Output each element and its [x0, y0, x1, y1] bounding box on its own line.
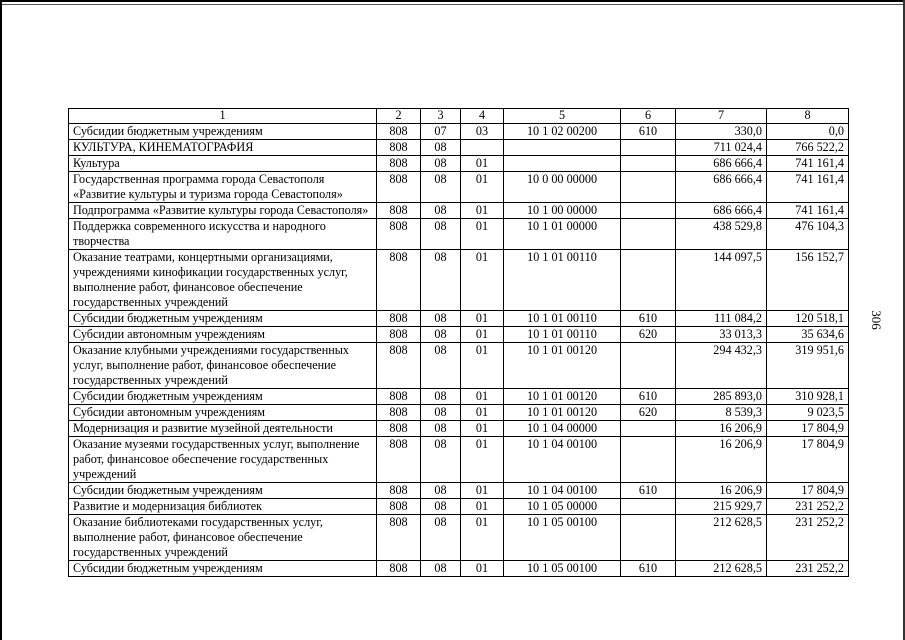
table-row [69, 515, 849, 561]
row-rz-cell: 08 [421, 515, 461, 561]
row-rz-cell: 08 [421, 421, 461, 437]
row-amount-year2-cell: 741 161,4 [767, 203, 849, 219]
row-amount-year2-cell: 17 804,9 [767, 437, 849, 483]
row-rz-cell: 08 [421, 389, 461, 405]
row-amount-year1-cell: 111 084,2 [676, 311, 767, 327]
row-csr-cell: 10 1 05 00100 [504, 515, 621, 561]
row-name-cell: Поддержка современного искусства и народного творчества [69, 219, 377, 250]
row-csr-cell: 10 1 01 00120 [504, 343, 621, 389]
row-vr-cell [621, 421, 676, 437]
row-name-cell: Модернизация и развитие музейной деятельности [69, 421, 377, 437]
row-csr-cell: 10 1 01 00110 [504, 311, 621, 327]
row-csr-cell: 10 1 00 00000 [504, 203, 621, 219]
table-row [69, 389, 849, 405]
row-vr-cell [621, 343, 676, 389]
row-name-cell: КУЛЬТУРА, КИНЕМАТОГРАФИЯ [69, 140, 377, 156]
row-rz-cell: 08 [421, 219, 461, 250]
row-ved-cell: 808 [377, 421, 421, 437]
row-amount-year1-cell: 438 529,8 [676, 219, 767, 250]
table-row [69, 421, 849, 437]
row-pr-cell: 01 [461, 483, 504, 499]
row-amount-year2-cell: 476 104,3 [767, 219, 849, 250]
row-rz-cell: 08 [421, 327, 461, 343]
row-name-cell: Субсидии автономным учреждениям [69, 405, 377, 421]
row-vr-cell: 620 [621, 327, 676, 343]
row-csr-cell: 10 1 02 00200 [504, 124, 621, 140]
table-row [69, 437, 849, 483]
row-pr-cell: 01 [461, 311, 504, 327]
row-csr-cell: 10 1 01 00110 [504, 327, 621, 343]
row-amount-year1-cell: 711 024,4 [676, 140, 767, 156]
table-row [69, 203, 849, 219]
row-amount-year2-cell: 319 951,6 [767, 343, 849, 389]
row-pr-cell: 01 [461, 343, 504, 389]
row-vr-cell: 610 [621, 311, 676, 327]
row-vr-cell [621, 499, 676, 515]
row-amount-year1-cell: 686 666,4 [676, 156, 767, 172]
header-cell: 5 [504, 109, 621, 124]
row-csr-cell: 10 1 05 00000 [504, 499, 621, 515]
row-name-cell: Государственная программа города Севастополя «Развитие культуры и туризма города Севастополя» [69, 172, 377, 203]
row-amount-year1-cell: 686 666,4 [676, 203, 767, 219]
row-pr-cell: 01 [461, 421, 504, 437]
header-cell: 1 [69, 109, 377, 124]
row-rz-cell: 08 [421, 343, 461, 389]
row-csr-cell: 10 1 04 00100 [504, 437, 621, 483]
row-name-cell: Субсидии бюджетным учреждениям [69, 561, 377, 577]
row-ved-cell: 808 [377, 343, 421, 389]
row-amount-year2-cell: 741 161,4 [767, 156, 849, 172]
row-vr-cell [621, 203, 676, 219]
row-pr-cell: 01 [461, 515, 504, 561]
row-amount-year1-cell: 330,0 [676, 124, 767, 140]
row-ved-cell: 808 [377, 483, 421, 499]
row-ved-cell: 808 [377, 405, 421, 421]
row-amount-year1-cell: 33 013,3 [676, 327, 767, 343]
page-number: 306 [868, 310, 884, 330]
row-ved-cell: 808 [377, 203, 421, 219]
table-row [69, 140, 849, 156]
row-rz-cell: 08 [421, 483, 461, 499]
row-amount-year1-cell: 215 929,7 [676, 499, 767, 515]
row-name-cell: Развитие и модернизация библиотек [69, 499, 377, 515]
row-amount-year2-cell: 156 152,7 [767, 250, 849, 311]
row-name-cell: Оказание театрами, концертными организациями, учреждениями кинофикации государственных услуг, выполнение работ, финансовое обеспечение государственных учреждений [69, 250, 377, 311]
row-pr-cell: 01 [461, 437, 504, 483]
row-vr-cell [621, 156, 676, 172]
header-cell: 3 [421, 109, 461, 124]
row-ved-cell: 808 [377, 219, 421, 250]
row-vr-cell: 610 [621, 389, 676, 405]
row-rz-cell: 08 [421, 172, 461, 203]
row-csr-cell: 10 1 01 00000 [504, 219, 621, 250]
row-amount-year2-cell: 35 634,6 [767, 327, 849, 343]
table-row [69, 172, 849, 203]
row-name-cell: Культура [69, 156, 377, 172]
row-amount-year2-cell: 231 252,2 [767, 499, 849, 515]
row-rz-cell: 08 [421, 405, 461, 421]
row-pr-cell: 01 [461, 561, 504, 577]
row-pr-cell: 01 [461, 389, 504, 405]
row-csr-cell [504, 140, 621, 156]
row-name-cell: Оказание библиотеками государственных услуг, выполнение работ, финансовое обеспечение государственных учреждений [69, 515, 377, 561]
row-rz-cell: 07 [421, 124, 461, 140]
row-ved-cell: 808 [377, 250, 421, 311]
row-pr-cell: 01 [461, 405, 504, 421]
table-row [69, 483, 849, 499]
header-cell: 6 [621, 109, 676, 124]
row-ved-cell: 808 [377, 327, 421, 343]
row-amount-year1-cell: 16 206,9 [676, 437, 767, 483]
row-amount-year2-cell: 741 161,4 [767, 172, 849, 203]
header-cell: 4 [461, 109, 504, 124]
row-amount-year1-cell: 16 206,9 [676, 421, 767, 437]
header-cell: 7 [676, 109, 767, 124]
table-row [69, 250, 849, 311]
row-name-cell: Субсидии бюджетным учреждениям [69, 311, 377, 327]
row-amount-year2-cell: 310 928,1 [767, 389, 849, 405]
row-pr-cell: 01 [461, 499, 504, 515]
row-vr-cell: 610 [621, 561, 676, 577]
row-pr-cell: 01 [461, 219, 504, 250]
row-ved-cell: 808 [377, 437, 421, 483]
row-csr-cell: 10 1 01 00120 [504, 389, 621, 405]
row-amount-year2-cell: 231 252,2 [767, 561, 849, 577]
row-name-cell: Оказание клубными учреждениями государственных услуг, выполнение работ, финансовое обеспечение государственных учреждений [69, 343, 377, 389]
row-ved-cell: 808 [377, 561, 421, 577]
table-row [69, 124, 849, 140]
row-vr-cell [621, 515, 676, 561]
row-csr-cell: 10 1 01 00110 [504, 250, 621, 311]
row-csr-cell [504, 156, 621, 172]
row-amount-year2-cell: 17 804,9 [767, 483, 849, 499]
row-pr-cell: 03 [461, 124, 504, 140]
row-vr-cell: 620 [621, 405, 676, 421]
row-amount-year1-cell: 212 628,5 [676, 561, 767, 577]
row-amount-year1-cell: 144 097,5 [676, 250, 767, 311]
row-csr-cell: 10 1 04 00000 [504, 421, 621, 437]
row-pr-cell: 01 [461, 156, 504, 172]
row-csr-cell: 10 1 05 00100 [504, 561, 621, 577]
row-amount-year1-cell: 686 666,4 [676, 172, 767, 203]
row-vr-cell [621, 172, 676, 203]
row-rz-cell: 08 [421, 437, 461, 483]
row-csr-cell: 10 1 01 00120 [504, 405, 621, 421]
row-vr-cell: 610 [621, 124, 676, 140]
table-row [69, 561, 849, 577]
row-name-cell: Оказание музеями государственных услуг, выполнение работ, финансовое обеспечение государственных учреждений [69, 437, 377, 483]
row-pr-cell: 01 [461, 327, 504, 343]
header-cell: 2 [377, 109, 421, 124]
budget-table [68, 108, 849, 577]
row-rz-cell: 08 [421, 156, 461, 172]
row-pr-cell: 01 [461, 250, 504, 311]
row-ved-cell: 808 [377, 140, 421, 156]
page-top-border [0, 0, 905, 2]
row-vr-cell: 610 [621, 483, 676, 499]
row-amount-year2-cell: 9 023,5 [767, 405, 849, 421]
row-amount-year1-cell: 294 432,3 [676, 343, 767, 389]
row-amount-year2-cell: 17 804,9 [767, 421, 849, 437]
row-ved-cell: 808 [377, 389, 421, 405]
row-vr-cell [621, 250, 676, 311]
table-row [69, 343, 849, 389]
row-name-cell: Субсидии бюджетным учреждениям [69, 483, 377, 499]
table-row [69, 219, 849, 250]
row-name-cell: Субсидии автономным учреждениям [69, 327, 377, 343]
row-amount-year2-cell: 120 518,1 [767, 311, 849, 327]
row-ved-cell: 808 [377, 311, 421, 327]
row-ved-cell: 808 [377, 515, 421, 561]
row-csr-cell: 10 1 04 00100 [504, 483, 621, 499]
row-vr-cell [621, 437, 676, 483]
row-amount-year1-cell: 16 206,9 [676, 483, 767, 499]
row-rz-cell: 08 [421, 140, 461, 156]
table-row [69, 311, 849, 327]
row-amount-year1-cell: 8 539,3 [676, 405, 767, 421]
row-amount-year2-cell: 231 252,2 [767, 515, 849, 561]
row-vr-cell [621, 140, 676, 156]
table-row [69, 499, 849, 515]
row-ved-cell: 808 [377, 499, 421, 515]
row-ved-cell: 808 [377, 156, 421, 172]
page-left-border [0, 0, 2, 640]
row-name-cell: Подпрограмма «Развитие культуры города Севастополя» [69, 203, 377, 219]
row-pr-cell: 01 [461, 172, 504, 203]
row-name-cell: Субсидии бюджетным учреждениям [69, 389, 377, 405]
table-row [69, 156, 849, 172]
row-amount-year2-cell: 766 522,2 [767, 140, 849, 156]
row-amount-year1-cell: 285 893,0 [676, 389, 767, 405]
row-rz-cell: 08 [421, 250, 461, 311]
row-name-cell: Субсидии бюджетным учреждениям [69, 124, 377, 140]
row-amount-year1-cell: 212 628,5 [676, 515, 767, 561]
row-amount-year2-cell: 0,0 [767, 124, 849, 140]
row-vr-cell [621, 219, 676, 250]
row-rz-cell: 08 [421, 311, 461, 327]
header-cell: 8 [767, 109, 849, 124]
row-pr-cell [461, 140, 504, 156]
row-ved-cell: 808 [377, 124, 421, 140]
row-rz-cell: 08 [421, 499, 461, 515]
row-csr-cell: 10 0 00 00000 [504, 172, 621, 203]
row-rz-cell: 08 [421, 561, 461, 577]
row-ved-cell: 808 [377, 172, 421, 203]
row-rz-cell: 08 [421, 203, 461, 219]
table-header-row [69, 109, 849, 124]
row-pr-cell: 01 [461, 203, 504, 219]
page-top-border-inner [0, 4, 905, 5]
table-row [69, 405, 849, 421]
table-row [69, 327, 849, 343]
